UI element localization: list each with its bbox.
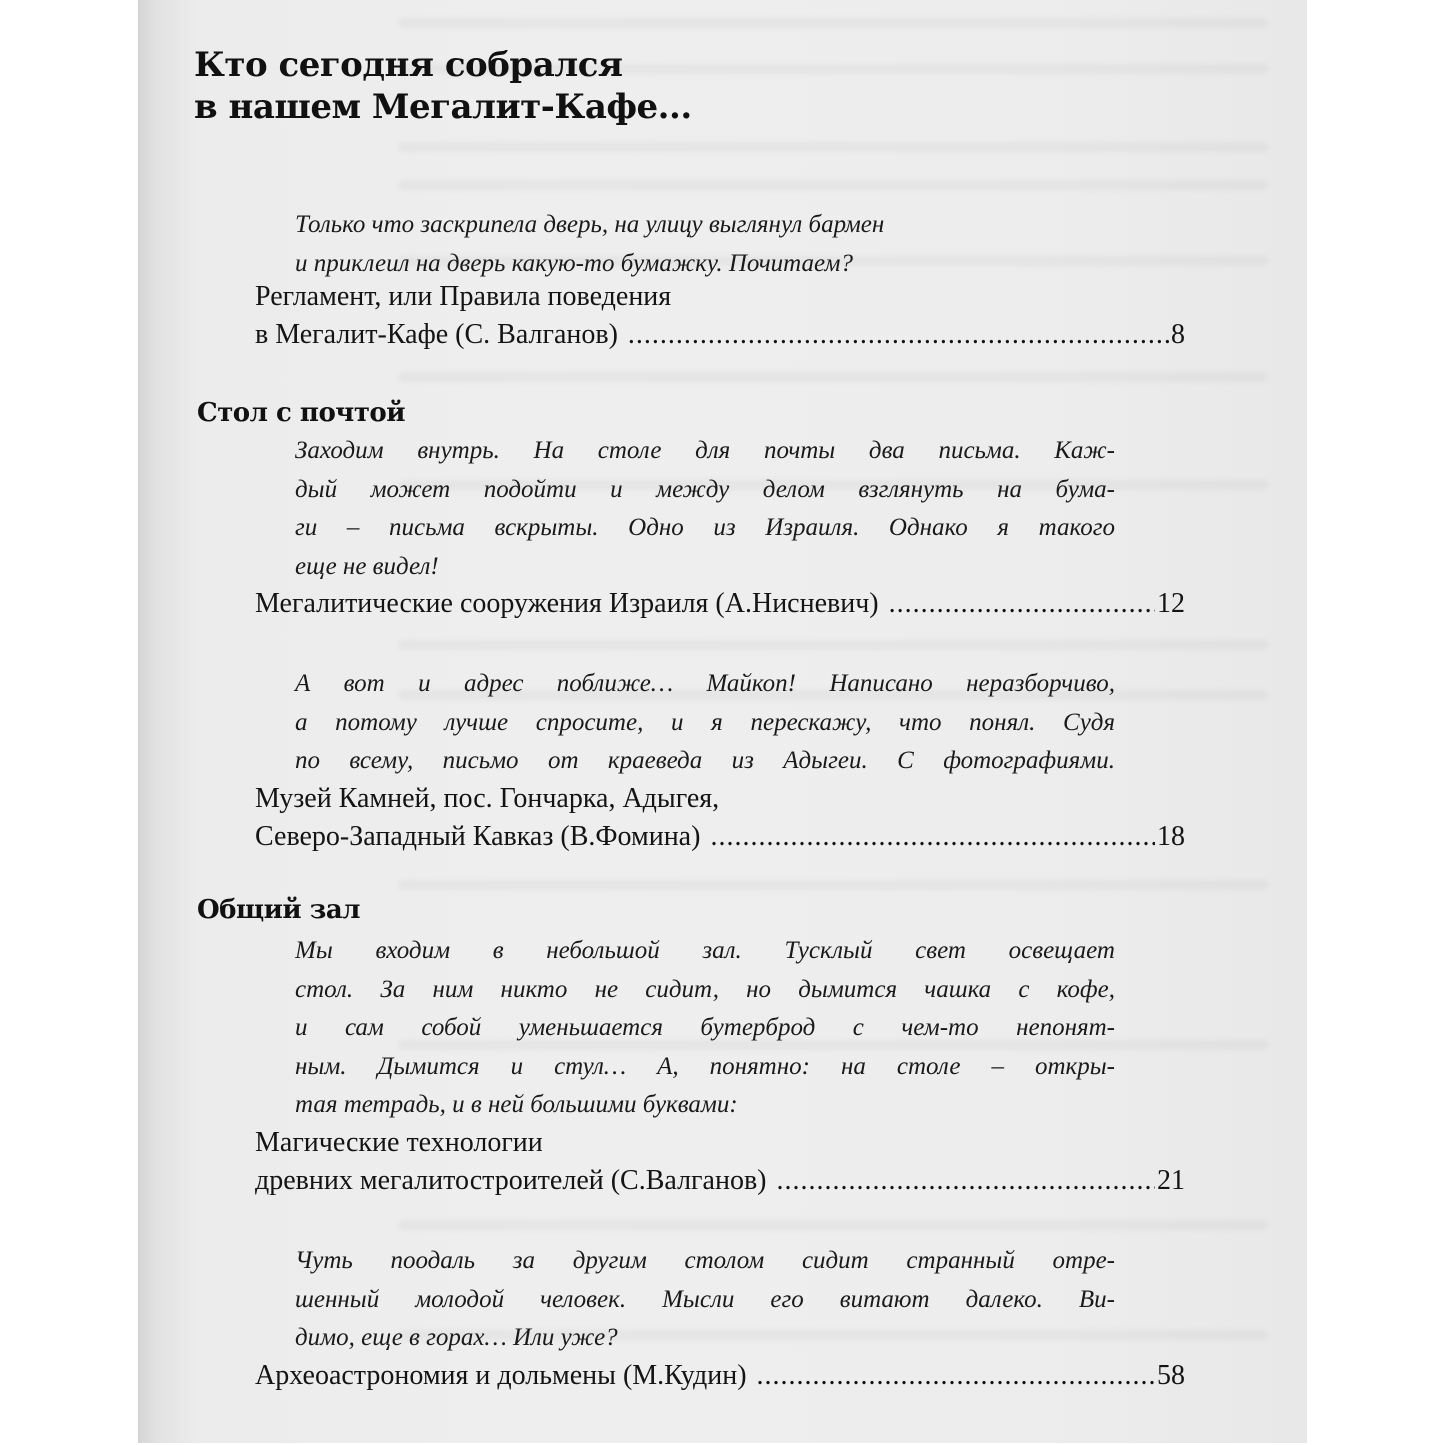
- intro-line: Чуть поодаль за другим столом сидит странный отре-: [295, 1247, 1115, 1274]
- toc-entry[interactable]: [255, 1357, 1185, 1395]
- intro-paragraph: [295, 1242, 1115, 1358]
- entry-title-line: Северо-Западный Кавказ (В.Фомина): [255, 821, 701, 852]
- title-line: в нашем Мегалит-Кафе...: [194, 87, 692, 127]
- intro-line: Заходим внутрь. На столе для почты два письма. Каж-: [295, 437, 1115, 464]
- intro-line: димо, еще в горах… Или уже?: [295, 1324, 618, 1351]
- intro-line: тая тетрадь, и в ней большими буквами:: [295, 1091, 738, 1118]
- entry-leader-line: [255, 1162, 1185, 1200]
- page-number: 58: [1157, 1360, 1185, 1391]
- entry-title-line: Музей Камней, пос. Гончарка, Адыгея,: [255, 783, 720, 814]
- dot-leader: [757, 1357, 1155, 1395]
- intro-line: шенный молодой человек. Мысли его витают далеко. Ви-: [295, 1285, 1115, 1313]
- page-number: 8: [1171, 319, 1185, 350]
- intro-line: ным. Дымится и стул… А, понятно: на столе – откры-: [295, 1052, 1115, 1080]
- dot-leader: [889, 585, 1155, 623]
- toc-entry[interactable]: [255, 1124, 1185, 1200]
- intro-line: и сам собой уменьшается бутерброд с чем-то непонят-: [295, 1014, 1115, 1041]
- intro-line: а потому лучше спросите, и я перескажу, что понял. Судя: [295, 708, 1115, 736]
- entry-title-line: Мегалитические сооружения Израиля (А.Нисневич): [255, 588, 879, 619]
- entry-title-line: Магические технологии: [255, 1127, 543, 1158]
- intro-line: еще не видел!: [295, 552, 439, 580]
- dot-leader: [710, 818, 1155, 856]
- toc-entry[interactable]: [255, 780, 1185, 856]
- intro-paragraph: [295, 432, 1115, 586]
- section-heading: Общий зал: [197, 895, 361, 925]
- section-heading: Стол с почтой: [197, 398, 406, 428]
- intro-line: Мы входим в небольшой зал. Тусклый свет освещает: [295, 937, 1115, 964]
- page-title: [194, 44, 692, 128]
- entry-leader-line: [255, 585, 1185, 623]
- intro-line: Только что заскрипела дверь, на улицу выглянул бармен: [295, 211, 885, 238]
- entry-title-line: Регламент, или Правила поведения: [255, 281, 672, 312]
- entry-leader-line: [255, 1357, 1185, 1395]
- intro-line: А вот и адрес поближе… Майкоп! Написано неразборчиво,: [295, 670, 1115, 697]
- title-line: Кто сегодня собрался: [194, 45, 623, 85]
- intro-line: стол. За ним никто не сидит, но дымится чашка с кофе,: [295, 975, 1115, 1003]
- book-page: [138, 0, 1307, 1443]
- table-of-contents: [138, 0, 1307, 1443]
- intro-line: и приклеил на дверь какую-то бумажку. Почитаем?: [295, 249, 853, 277]
- intro-line: по всему, письмо от краеведа из Адыгеи. С фотографиями.: [295, 747, 1115, 774]
- entry-title-line: Археоастрономия и дольмены (М.Кудин): [255, 1360, 747, 1391]
- intro-paragraph: [295, 932, 1115, 1125]
- entry-title-line: древних мегалитостроителей (С.Валганов): [255, 1165, 767, 1196]
- entry-title-line: в Мегалит-Кафе (С. Валганов): [255, 319, 618, 350]
- dot-leader: [777, 1162, 1156, 1200]
- toc-entry[interactable]: [255, 585, 1185, 623]
- intro-line: дый может подойти и между делом взглянуть на бума-: [295, 475, 1115, 503]
- dot-leader: [628, 316, 1169, 354]
- page-number: 18: [1157, 821, 1185, 852]
- intro-paragraph: [295, 665, 1115, 781]
- intro-paragraph: [295, 206, 1115, 283]
- toc-entry[interactable]: [255, 278, 1185, 354]
- entry-leader-line: [255, 316, 1185, 354]
- page-number: 21: [1157, 1165, 1185, 1196]
- entry-leader-line: [255, 818, 1185, 856]
- page-number: 12: [1157, 588, 1185, 619]
- intro-line: ги – письма вскрыты. Одно из Израиля. Однако я такого: [295, 514, 1115, 541]
